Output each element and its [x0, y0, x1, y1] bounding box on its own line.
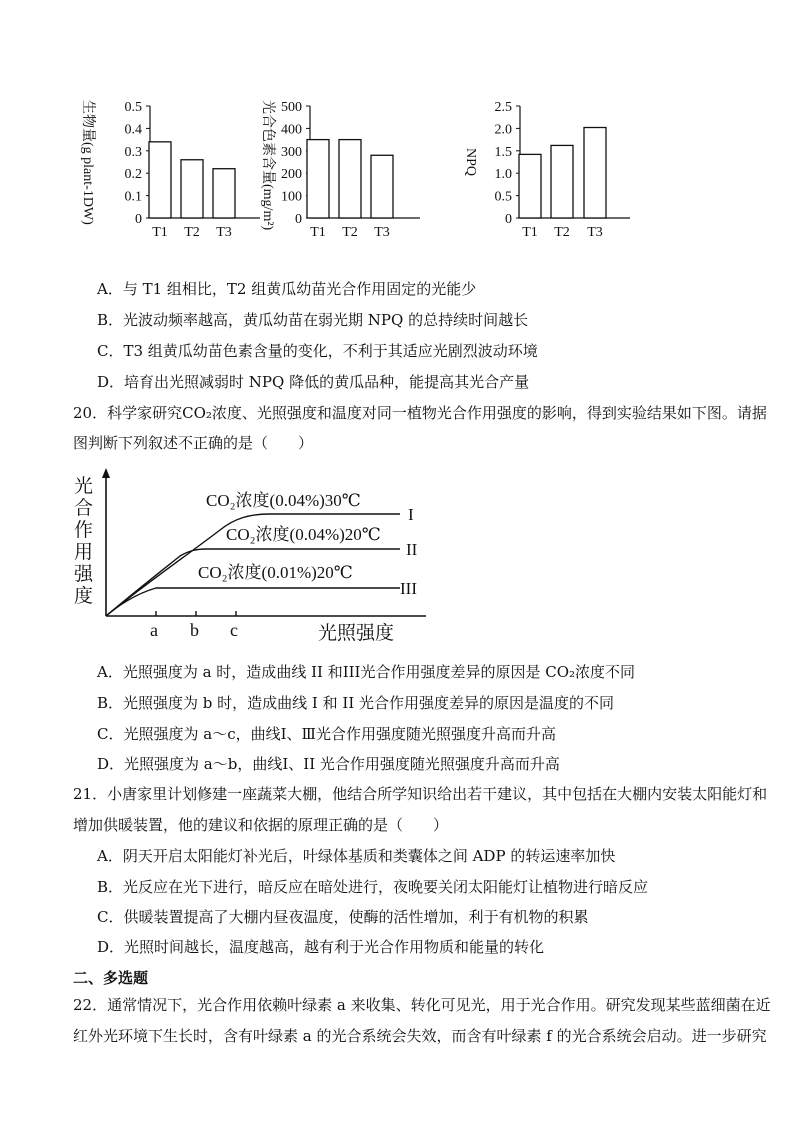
x-tick-label-a: a	[150, 620, 158, 640]
bar-charts-figure	[70, 92, 650, 252]
q20-stem-line2: 图判断下列叙述不正确的是（ ）	[73, 434, 314, 452]
y-axis-label: 光合色素含量(mg/m²)	[260, 100, 275, 231]
y-tick-label: 0.2	[124, 167, 142, 183]
y-tick-label: 0.3	[124, 144, 142, 160]
bar-t3	[371, 155, 393, 218]
q21-stem-line2: 增加供暖装置，他的建议和依据的原理正确的是（ ）	[73, 816, 449, 834]
y-tick-label: 0.1	[124, 189, 142, 205]
x-tick-label-b: b	[190, 620, 199, 640]
category-label: T3	[216, 225, 232, 240]
category-label: T1	[310, 225, 326, 240]
y-tick-label: 0.5	[124, 100, 142, 115]
q19-option-a: A．与 T1 组相比，T2 组黄瓜幼苗光合作用固定的光能少	[97, 280, 477, 298]
y-tick-label: 300	[281, 144, 302, 160]
curve-ii-label: CO₂浓度(0.04%)20℃	[226, 525, 381, 544]
q22-line2: 红外光环境下生长时，含有叶绿素 a 的光合系统会失效，而含有叶绿素 f 的光合系统会启动。进一步研究	[73, 1027, 767, 1045]
curve-iii	[106, 588, 400, 616]
category-label: T2	[554, 225, 570, 240]
bar-t3	[213, 169, 235, 218]
curve-iii-tag: III	[400, 579, 417, 598]
q20-option-a: A．光照强度为 a 时，造成曲线 II 和III光合作用强度差异的原因是 CO₂浓度不同	[97, 663, 636, 681]
biomass-bar-chart	[80, 100, 260, 240]
y-tick-label: 0.5	[494, 189, 512, 205]
y-tick-label: 0	[135, 212, 142, 227]
q21-stem-line1: 21．小唐家里计划修建一座蔬菜大棚，他结合所学知识给出若干建议，其中包括在大棚内安装太阳能灯和	[73, 785, 768, 803]
q20-option-c: C．光照强度为 a～c，曲线Ⅰ、Ⅲ光合作用强度随光照强度升高而升高	[97, 725, 556, 743]
q19-option-d: D．培育出光照减弱时 NPQ 降低的黄瓜品种，能提高其光合产量	[97, 373, 530, 391]
q21-option-a: A．阴天开启太阳能灯补光后，叶绿体基质和类囊体之间 ADP 的转运速率加快	[97, 847, 616, 865]
bar-t2	[181, 160, 203, 218]
q22-line1: 22．通常情况下，光合作用依赖叶绿素 a 来收集、转化可见光，用于光合作用。研究发现某些蓝细菌在近	[73, 996, 771, 1014]
curve-i-label: CO₂浓度(0.04%)30℃	[206, 491, 361, 510]
npq-bar-chart	[463, 100, 630, 240]
y-tick-label: 1.0	[494, 167, 512, 183]
y-tick-label: 2.0	[494, 122, 512, 138]
category-label: T2	[184, 225, 200, 240]
x-axis-label: 光照强度	[318, 623, 395, 644]
bar-t3	[584, 128, 606, 218]
bar-t2	[339, 140, 361, 218]
category-label: T1	[522, 225, 538, 240]
x-tick-label-c: c	[230, 620, 238, 640]
q21-option-d: D．光照时间越长，温度越高，越有利于光合作用物质和能量的转化	[97, 938, 545, 956]
q21-option-c: C．供暖装置提高了大棚内昼夜温度，使酶的活性增加，利于有机物的积累	[97, 908, 589, 926]
y-tick-label: 1.5	[494, 144, 512, 160]
q20-stem-line1: 20．科学家研究CO₂浓度、光照强度和温度对同一植物光合作用强度的影响，得到实验结果如下图。请据	[73, 404, 767, 422]
y-tick-label: 200	[281, 167, 302, 183]
y-tick-label: 0.4	[124, 122, 142, 138]
line-chart	[70, 468, 450, 648]
bar-t1	[519, 154, 541, 218]
y-tick-label: 500	[281, 100, 302, 115]
y-axis-label: 光合作用强度	[74, 476, 94, 607]
q20-option-b: B．光照强度为 b 时，造成曲线 I 和 II 光合作用强度差异的原因是温度的不同	[97, 694, 615, 712]
y-tick-label: 0	[295, 212, 302, 227]
y-axis-label: NPQ	[463, 148, 478, 177]
bar-t1	[307, 140, 329, 218]
bar-t1	[149, 142, 171, 218]
category-label: T3	[374, 225, 390, 240]
y-tick-label: 2.5	[494, 100, 512, 115]
y-axis-label: 生物量(g plant-1DW)	[80, 100, 95, 225]
y-axis-arrow	[102, 468, 110, 478]
section-title: 二、多选题	[73, 969, 149, 987]
y-tick-label: 0	[505, 212, 512, 227]
category-label: T2	[342, 225, 358, 240]
curve-ii-tag: II	[406, 540, 418, 559]
q19-option-c: C．T3 组黄瓜幼苗色素含量的变化，不利于其适应光剧烈波动环境	[97, 342, 538, 360]
category-label: T1	[152, 225, 168, 240]
pigment-bar-chart	[260, 100, 420, 240]
q20-option-d: D．光照强度为 a～b，曲线Ⅰ、II 光合作用强度随光照强度升高而升高	[97, 755, 560, 773]
y-tick-label: 400	[281, 122, 302, 138]
curve-i-tag: I	[408, 505, 414, 524]
bar-t2	[551, 145, 573, 218]
category-label: T3	[587, 225, 603, 240]
q21-option-b: B．光反应在光下进行，暗反应在暗处进行，夜晚要关闭太阳能灯让植物进行暗反应	[97, 878, 649, 896]
y-tick-label: 100	[281, 189, 302, 205]
curve-iii-label: CO₂浓度(0.01%)20℃	[198, 563, 353, 582]
q19-option-b: B．光波动频率越高，黄瓜幼苗在弱光期 NPQ 的总持续时间越长	[97, 311, 529, 329]
